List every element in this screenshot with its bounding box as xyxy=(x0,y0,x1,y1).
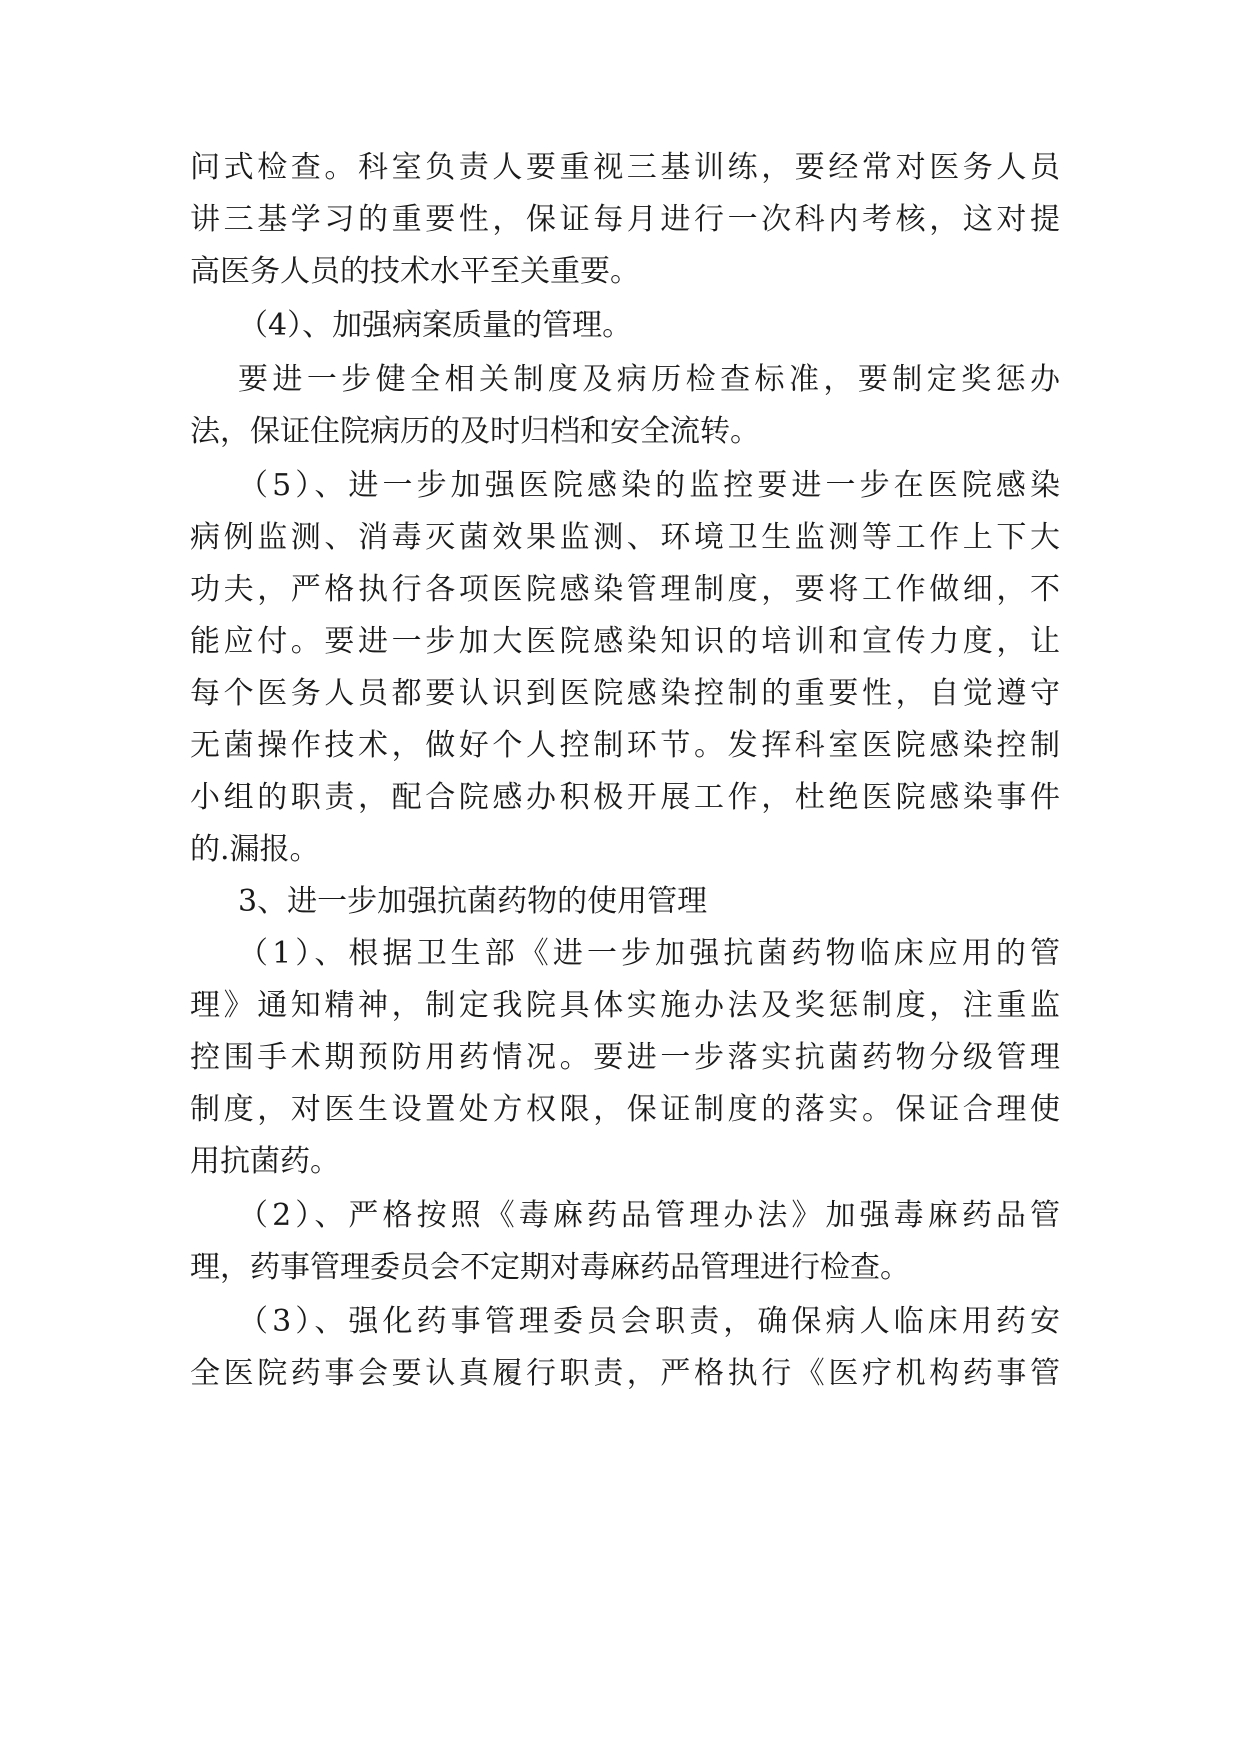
section-heading-3: 3、进一步加强抗菌药物的使用管理 xyxy=(238,884,708,919)
text-line-24: 全医院药事会要认真履行职责，严格执行《医疗机构药事管 xyxy=(190,1356,1060,1391)
text-line-14: 的.漏报。 xyxy=(190,832,320,867)
text-line-10: 能应付。要进一步加大医院感染知识的培训和宣传力度，让 xyxy=(190,624,1060,659)
text-line-22: 理，药事管理委员会不定期对毒麻药品管理进行检查。 xyxy=(190,1250,910,1285)
text-line-1: 问式检查。科室负责人要重视三基训练，要经常对医务人员 xyxy=(190,150,1060,185)
section-heading-3-1: （1）、根据卫生部《进一步加强抗菌药物临床应用的管 xyxy=(238,936,1060,971)
text-line-11: 每个医务人员都要认识到医院感染控制的重要性，自觉遵守 xyxy=(190,676,1060,711)
text-line-6: 法，保证住院病历的及时归档和安全流转。 xyxy=(190,414,760,449)
text-line-17: 理》通知精神，制定我院具体实施办法及奖惩制度，注重监 xyxy=(190,988,1060,1023)
text-line-13: 小组的职责，配合院感办积极开展工作，杜绝医院感染事件 xyxy=(190,780,1060,815)
section-heading-5: （5）、进一步加强医院感染的监控要进一步在医院感染 xyxy=(238,468,1060,503)
text-line-9: 功夫，严格执行各项医院感染管理制度，要将工作做细，不 xyxy=(190,572,1060,607)
text-line-20: 用抗菌药。 xyxy=(190,1144,340,1179)
text-line-8: 病例监测、消毒灭菌效果监测、环境卫生监测等工作上下大 xyxy=(190,520,1060,555)
text-line-18: 控围手术期预防用药情况。要进一步落实抗菌药物分级管理 xyxy=(190,1040,1060,1075)
text-line-3: 高医务人员的技术水平至关重要。 xyxy=(190,254,640,289)
text-line-5: 要进一步健全相关制度及病历检查标准，要制定奖惩办 xyxy=(238,362,1060,397)
section-heading-4: （4）、加强病案质量的管理。 xyxy=(238,308,633,343)
section-heading-3-2: （2）、严格按照《毒麻药品管理办法》加强毒麻药品管 xyxy=(238,1198,1060,1233)
text-line-2: 讲三基学习的重要性，保证每月进行一次科内考核，这对提 xyxy=(190,202,1060,237)
text-line-19: 制度，对医生设置处方权限，保证制度的落实。保证合理使 xyxy=(190,1092,1060,1127)
section-heading-3-3: （3）、强化药事管理委员会职责，确保病人临床用药安 xyxy=(238,1304,1060,1339)
text-line-12: 无菌操作技术，做好个人控制环节。发挥科室医院感染控制 xyxy=(190,728,1060,763)
